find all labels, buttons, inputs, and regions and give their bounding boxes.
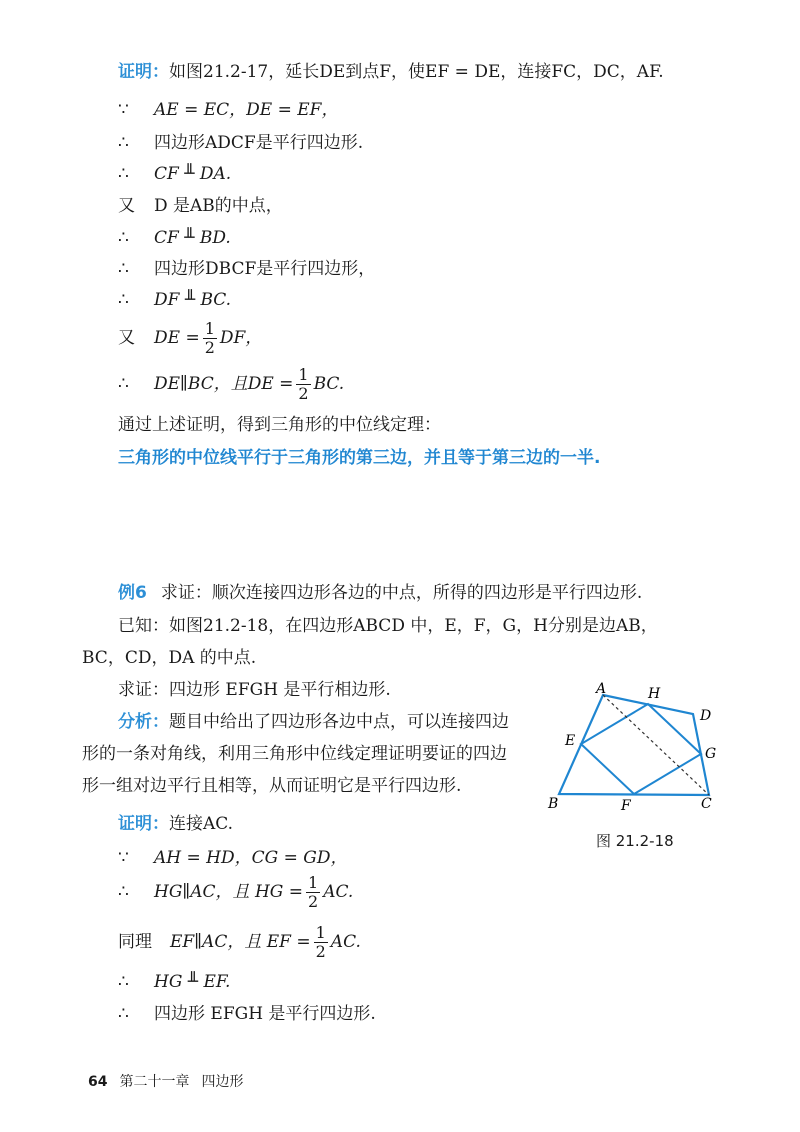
equation-right: BC. — [313, 374, 345, 394]
proof-symbol: ∴ — [118, 882, 129, 902]
equation-right: AC. — [330, 932, 361, 952]
equation-right: DF， — [219, 328, 263, 348]
figure-caption: 图 21.2-18 — [596, 832, 674, 850]
page-footer — [88, 1071, 243, 1091]
proof-symbol: ∴ — [118, 228, 129, 248]
proof-symbol: ∴ — [118, 164, 129, 184]
fraction — [296, 366, 310, 403]
given-line-1: 已知：如图21.2-18，在四边形ABCD 中，E，F，G，H分别是边AB， — [118, 616, 658, 636]
theorem-intro: 通过上述证明，得到三角形的中位线定理： — [118, 415, 441, 435]
equation-right: AC. — [323, 882, 354, 902]
vertex-label-h: H — [648, 686, 661, 702]
quadrilateral-figure — [540, 680, 740, 820]
proof-intro-line — [118, 60, 664, 84]
proof-text: CF ╨ BD. — [154, 228, 231, 248]
numerator: 1 — [204, 319, 215, 338]
example-line — [118, 581, 642, 605]
proof-line — [118, 162, 231, 186]
prove-line: 求证：四边形 EFGH 是平行相边形. — [118, 680, 391, 700]
proof-symbol: ∵ — [118, 848, 129, 868]
proof-text: 连接AC. — [169, 814, 234, 834]
proof-symbol: ∴ — [118, 259, 129, 279]
proof-text: AH = HD，CG = GD， — [154, 848, 348, 868]
proof-text: HG ╨ EF. — [154, 972, 231, 992]
proof-line — [118, 846, 347, 870]
proof-text: 四边形 EFGH 是平行四边形. — [154, 1004, 376, 1024]
proof-line — [118, 970, 230, 994]
example-statement: 求证：顺次连接四边形各边的中点，所得的四边形是平行四边形. — [160, 583, 643, 603]
example-proof-first — [118, 812, 233, 836]
vertex-label-c: C — [701, 796, 712, 812]
analysis-label: 分析： — [118, 712, 169, 732]
equation-left: EF∥AC，且 EF = — [170, 932, 311, 952]
proof-line — [118, 288, 231, 312]
example-label: 例6 — [118, 583, 147, 603]
vertex-label-g: G — [705, 746, 717, 762]
proof-text: DF ╨ BC. — [154, 290, 232, 310]
proof-symbol: ∴ — [118, 374, 129, 394]
vertex-label-d: D — [700, 708, 712, 724]
given-line-2: BC，CD，DA 的中点. — [82, 648, 257, 668]
proof-symbol: 又 — [118, 196, 135, 216]
numerator: 1 — [298, 365, 309, 384]
equation-left: DE = — [154, 328, 200, 348]
fraction — [203, 320, 217, 357]
vertex-label-f: F — [621, 798, 631, 814]
proof-symbol: ∴ — [118, 972, 129, 992]
proof-symbol: ∴ — [118, 1004, 129, 1024]
quadrilateral-efgh — [581, 704, 701, 794]
equation-left: HG∥AC，且 HG = — [154, 882, 303, 902]
analysis-line-1 — [118, 710, 509, 734]
proof-line — [118, 1002, 376, 1026]
numerator: 1 — [308, 873, 319, 892]
fraction — [306, 874, 320, 911]
proof-fraction-line — [118, 872, 353, 912]
analysis-line-2: 形的一条对角线，利用三角形中位线定理证明要证的四边 — [82, 744, 507, 764]
proof-fraction-line — [118, 318, 262, 358]
denominator: 2 — [308, 892, 319, 911]
proof-label: 证明： — [118, 814, 169, 834]
theorem-statement: 三角形的中位线平行于三角形的第三边，并且等于第三边的一半. — [118, 448, 601, 468]
denominator: 2 — [204, 338, 215, 357]
analysis-text: 题目中给出了四边形各边中点，可以连接四边 — [169, 712, 509, 732]
proof-line — [118, 226, 231, 250]
vertex-label-a: A — [596, 681, 607, 697]
proof-symbol: ∴ — [118, 133, 129, 153]
proof-line — [118, 98, 338, 122]
proof-fraction-line — [118, 364, 344, 404]
proof-symbol: 同理 — [118, 932, 152, 952]
proof-text: 四边形ADCF是平行四边形. — [154, 133, 364, 153]
vertex-label-e: E — [565, 733, 576, 749]
chapter-label: 第二十一章 — [119, 1074, 190, 1090]
proof-label: 证明： — [118, 62, 169, 82]
proof-text: D 是AB的中点， — [154, 196, 283, 216]
equation-left: DE∥BC，且DE = — [154, 374, 294, 394]
proof-text: AE = EC，DE = EF， — [154, 100, 339, 120]
proof-intro: 如图21.2-17，延长DE到点F，使EF = DE，连接FC，DC，AF. — [169, 62, 664, 82]
denominator: 2 — [315, 942, 326, 961]
proof-line — [118, 257, 375, 281]
page-number: 64 — [88, 1074, 108, 1090]
chapter-title: 四边形 — [201, 1074, 244, 1090]
proof-symbol: 又 — [118, 328, 135, 348]
analysis-line-3: 形一组对边平行且相等，从而证明它是平行四边形. — [82, 776, 462, 796]
numerator: 1 — [315, 923, 326, 942]
fraction — [314, 924, 328, 961]
proof-fraction-line — [118, 922, 361, 962]
proof-text: 四边形DBCF是平行四边形， — [154, 259, 376, 279]
vertex-label-b: B — [548, 796, 559, 812]
proof-symbol: ∴ — [118, 290, 129, 310]
denominator: 2 — [298, 384, 309, 403]
proof-line — [118, 194, 283, 218]
proof-text: CF ╨ DA. — [154, 164, 232, 184]
proof-symbol: ∵ — [118, 100, 129, 120]
proof-line — [118, 131, 363, 155]
